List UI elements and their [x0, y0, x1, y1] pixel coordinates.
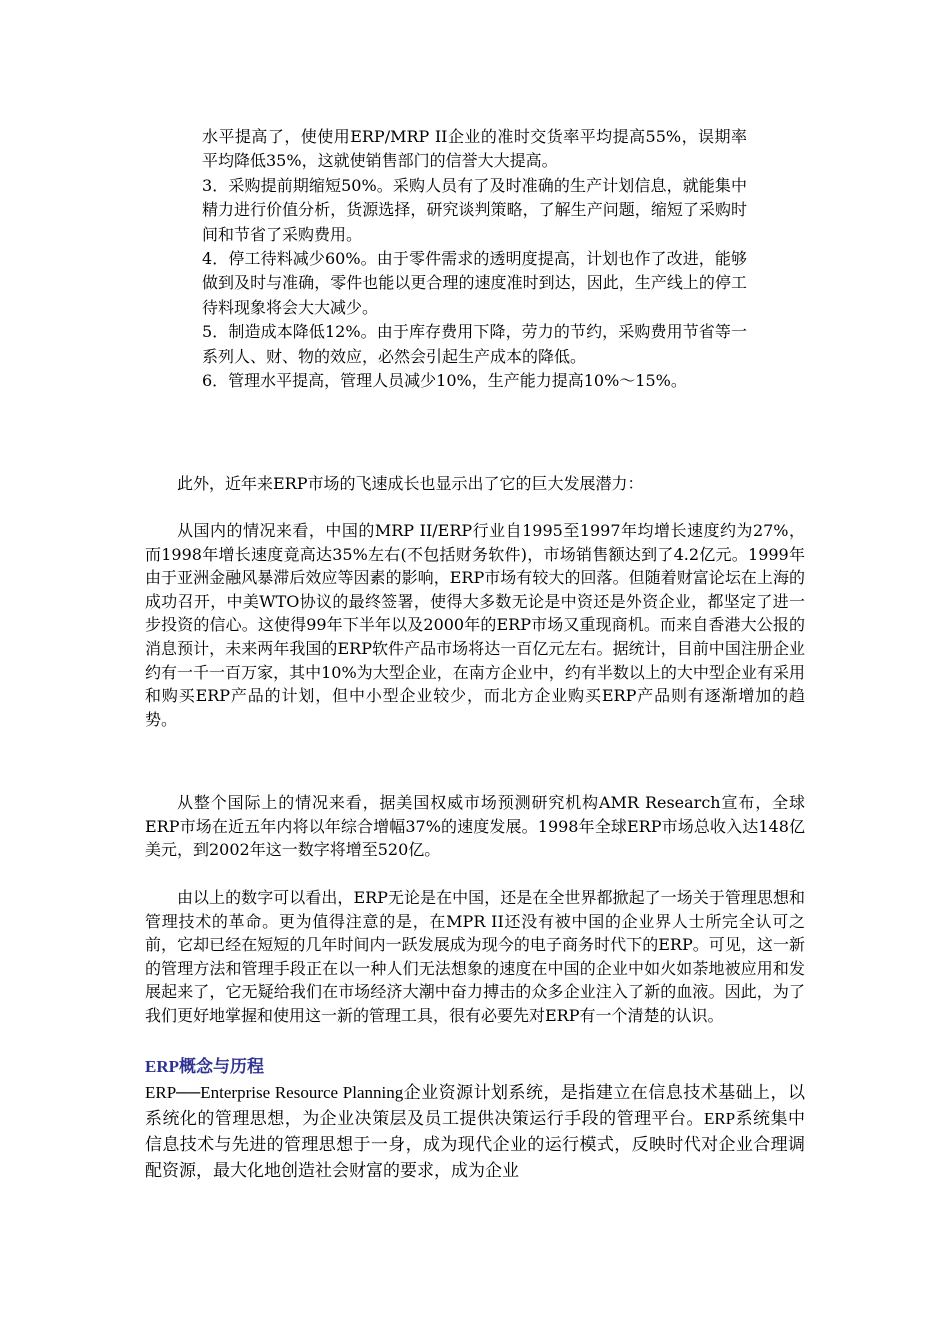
list-item-manufacturing-cost: 5．制造成本降低12%。由于库存费用下降，劳力的节约，采购费用节省等一系列人、财、物的效应，必然会引起生产成本的降低。: [202, 322, 747, 366]
list-item-downtime: 4．停工待料减少60%。由于零件需求的透明度提高，计划也作了改进，能够做到及时与准确，零件也能以更合理的速度准时到达，因此，生产线上的停工待料现象将会大大减少。: [202, 249, 747, 317]
list-item-continuation: 水平提高了，使使用ERP/MRP II企业的准时交货率平均提高55%，误期率平均降低35%，这就使销售部门的信誉大大提高。: [202, 127, 747, 171]
section-intro-paragraph: ERP──Enterprise Resource Planning企业资源计划系统，是指建立在信息技术基础上，以系统化的管理思想，为企业决策层及员工提供决策运行手段的管理平台。ERP系统集中信息技术与先进的管理思想于一身，成为现代企业的运行模式，反映时代对企业合理调配资源，最大化地创造社会财富的要求，成为企业: [145, 1083, 805, 1180]
list-item-management-level: 6．管理水平提高，管理人员减少10%，生产能力提高10%～15%。: [202, 371, 687, 391]
potential-paragraph: 此外，近年来ERP市场的飞速成长也显示出了它的巨大发展潜力：: [177, 474, 644, 493]
list-item-purchase-lead-time: 3．采购提前期缩短50%。采购人员有了及时准确的生产计划信息，就能集中精力进行价值分析，货源选择，研究谈判策略，了解生产问题，缩短了采购时间和节省了采购费用。: [202, 175, 747, 244]
conclusion-paragraph: 由以上的数字可以看出，ERP无论是在中国，还是在全世界都掀起了一场关于管理思想和管理技术的革命。更为值得注意的是，在MPR II还没有被中国的企业界人士所完全认可之前，它却已经在短短的几年时间内一跃发展成为现今的电子商务时代下的ERP。可见，这一新的管理方法和管理手段正在以一种人们无法想象的速度在中国的企业中如火如荼地被应用和发展起来了，它无疑给我们在市场经济大潮中奋力搏击的众多企业注入了新的血液。因此，为了我们更好地掌握和使用这一新的管理工具，很有必要先对ERP有一个清楚的认识。: [145, 888, 805, 1025]
domestic-market-paragraph: 从国内的情况来看，中国的MRP II/ERP行业自1995至1997年均增长速度约为27%，而1998年增长速度竟高达35%左右(不包括财务软件)，市场销售额达到了4.2亿元。1999年由于亚洲金融风暴滞后效应等因素的影响，ERP市场有较大的回落。但随着财富论坛在上海的成功召开，中美WTO协议的最终签署，使得大多数无论是中资还是外资企业，都坚定了进一步投资的信心。这使得99年下半年以及2000年的ERP市场又重现商机。而来自香港大公报的消息预计，未来两年我国的ERP软件产品市场将达一百亿元左右。据统计，目前中国注册企业约有一千一百万家，其中10%为大型企业，在南方企业中，约有半数以上的大中型企业有采用和购买ERP产品的计划，但中小型企业较少，而北方企业购买ERP产品则有逐渐增加的趋势。: [145, 521, 805, 729]
section-heading: ERP概念与历程: [145, 1057, 264, 1076]
international-market-paragraph: 从整个国际上的情况来看，据美国权威市场预测研究机构AMR Research宣布，全球ERP市场在近五年内将以年综合增幅37%的速度发展。1998年全球ERP市场总收入达148亿美元，到2002年这一数字将增至520亿。: [145, 793, 805, 860]
benefits-list: [202, 125, 747, 393]
